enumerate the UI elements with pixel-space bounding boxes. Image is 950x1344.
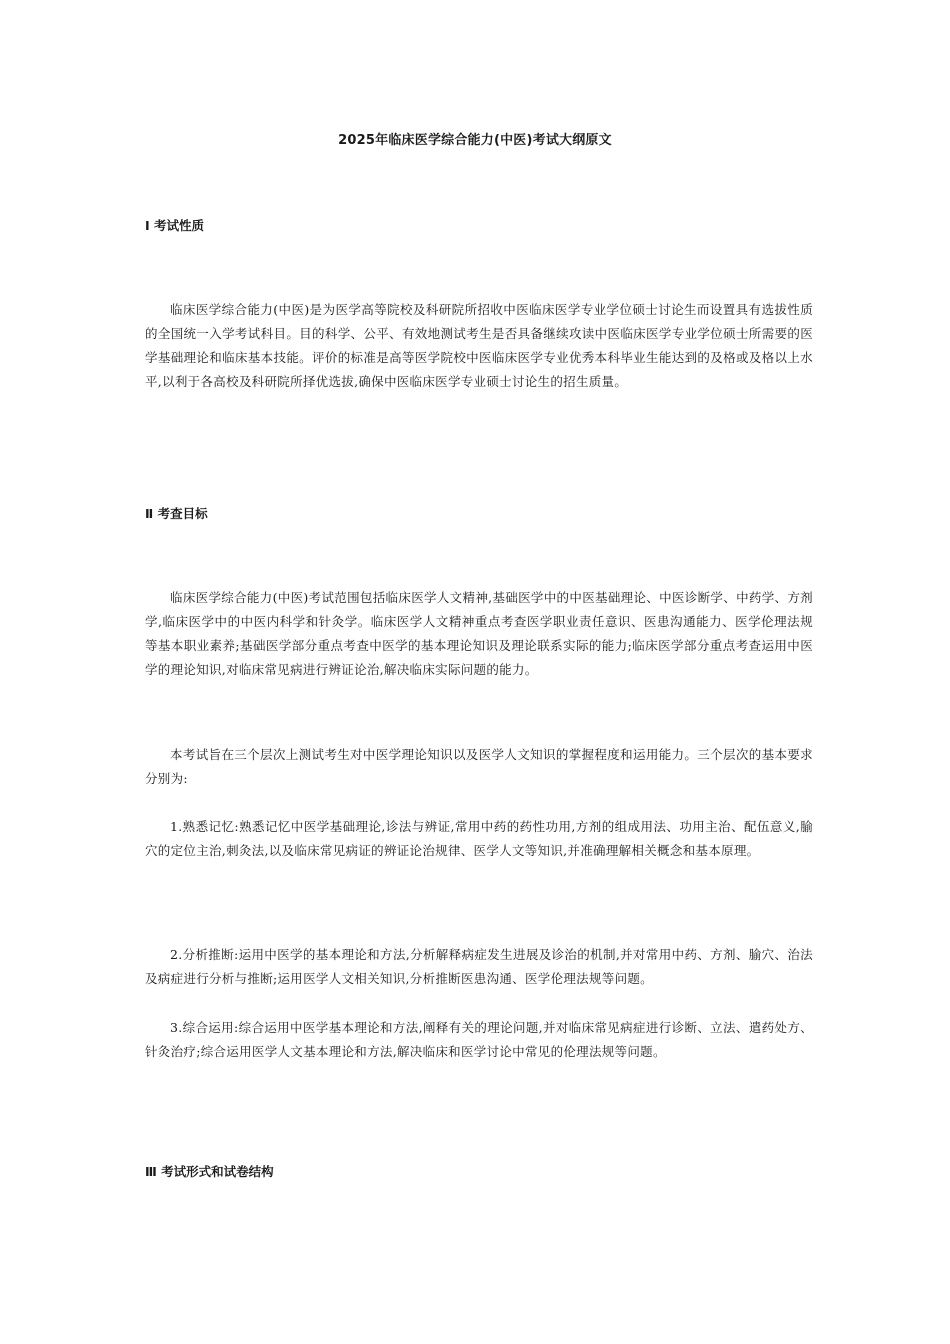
paragraph-level-analysis: 2.分析推断:运用中医学的基本理论和方法,分析解释病症发生进展及诊治的机制,并对常用中药、方剂、腧穴、治法及病症进行分析与推断;运用医学人文相关知识,分析推断医患沟通、医学伦理法规等问题。	[145, 947, 813, 986]
paragraph-scope: 临床医学综合能力(中医)考试范围包括临床医学人文精神,基础医学中的中医基础理论、中医诊断学、中药学、方剂学,临床医学中的中医内科学和针灸学。临床医学人文精神重点考查医学职业责任意识、医患沟通能力、医学伦理法规等基本职业素养;基础医学部分重点考查中医学的基本理论知识及理论联系实际的能力;临床医学部分重点考查运用中医学的理论知识,对临床常见病进行辨证论治,解决临床实际问题的能力。	[145, 590, 813, 677]
paragraph-nature: 临床医学综合能力(中医)是为医学高等院校及科研院所招收中医临床医学专业学位硕士讨论生而设置具有选拔性质的全国统一入学考试科目。目的科学、公平、有效地测试考生是否具备继续攻读中医临床医学专业学位硕士所需要的医学基础理论和临床基本技能。评价的标准是高等医学院校中医临床医学专业优秀本科毕业生能达到的及格或及格以上水平,以利于各高校及科研院所择优选拔,确保中医临床医学专业硕士讨论生的招生质量。	[145, 302, 813, 389]
paragraph-levels-intro: 本考试旨在三个层次上测试考生对中医学理论知识以及医学人文知识的掌握程度和运用能力。三个层次的基本要求分别为:	[145, 747, 813, 786]
section-heading-objectives: Ⅱ 考查目标	[145, 506, 208, 521]
paragraph-level-memory: 1.熟悉记忆:熟悉记忆中医学基础理论,诊法与辨证,常用中药的药性功用,方剂的组成用法、功用主治、配伍意义,腧穴的定位主治,刺灸法,以及临床常见病证的辨证论治规律、医学人文等知识,并准确理解相关概念和基本原理。	[145, 819, 813, 858]
section-heading-nature: Ⅰ 考试性质	[145, 218, 205, 233]
paragraph-level-application: 3.综合运用:综合运用中医学基本理论和方法,阐释有关的理论问题,并对临床常见病症进行诊断、立法、遣药处方、针灸治疗;综合运用医学人文基本理论和方法,解决临床和医学讨论中常见的伦理法规等问题。	[145, 1020, 813, 1059]
document-title: 2025年临床医学综合能力(中医)考试大纲原文	[338, 133, 612, 148]
section-heading-format: Ⅲ 考试形式和试卷结构	[145, 1164, 274, 1179]
